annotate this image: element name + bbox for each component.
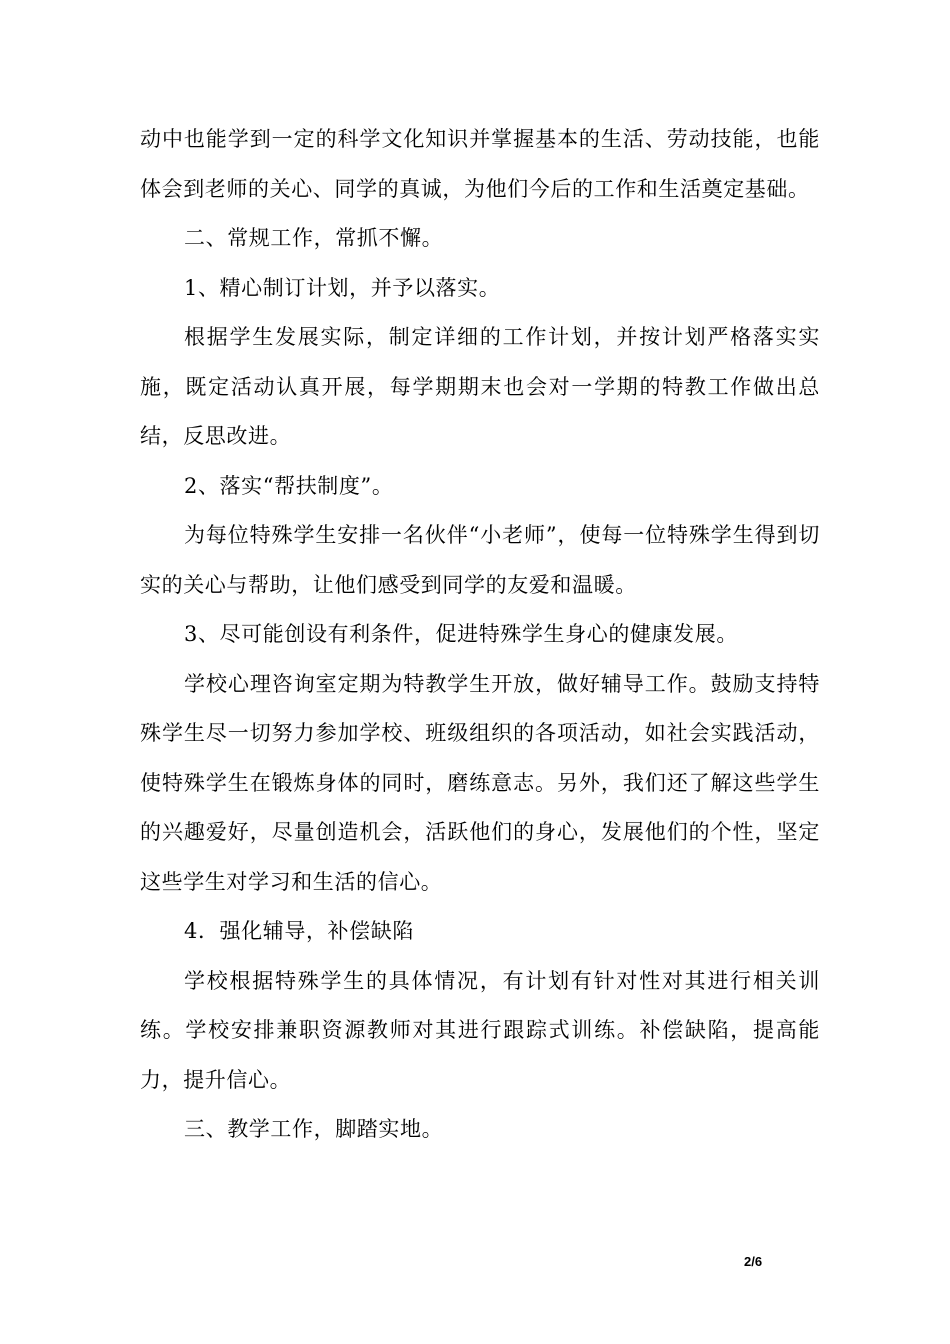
section-heading-routine-work: 二、常规工作，常抓不懈。 <box>184 226 444 250</box>
section-heading-teaching-work: 三、教学工作，脚踏实地。 <box>184 1117 444 1141</box>
subheading-tutoring: 4．强化辅导，补偿缺陷 <box>184 919 414 943</box>
paragraph-plan: 根据学生发展实际，制定详细的工作计划，并按计划严格落实实施，既定活动认真开展，每学期期末也会对一学期的特教工作做出总结，反思改进。 <box>140 325 820 448</box>
paragraph-conditions: 学校心理咨询室定期为特教学生开放，做好辅导工作。鼓励支持特殊学生尽一切努力参加学校、班级组织的各项活动，如社会实践活动，使特殊学生在锻炼身体的同时，磨练意志。另外，我们还了解这些学生的兴趣爱好，尽量创造机会，活跃他们的身心，发展他们的个性，坚定这些学生对学习和生活的信心。 <box>140 671 820 894</box>
paragraph-help-system: 为每位特殊学生安排一名伙伴“小老师”，使每一位特殊学生得到切实的关心与帮助，让他们感受到同学的友爱和温暖。 <box>140 523 820 597</box>
subheading-conditions: 3、尽可能创设有利条件，促进特殊学生身心的健康发展。 <box>184 622 738 646</box>
document-body <box>140 115 820 1155</box>
page-number: 2/6 <box>744 1254 763 1269</box>
subheading-help-system: 2、落实“帮扶制度”。 <box>184 473 394 498</box>
paragraph-continuation: 动中也能学到一定的科学文化知识并掌握基本的生活、劳动技能，也能体会到老师的关心、同学的真诚，为他们今后的工作和生活奠定基础。 <box>140 127 820 201</box>
paragraph-tutoring: 学校根据特殊学生的具体情况，有计划有针对性对其进行相关训练。学校安排兼职资源教师对其进行跟踪式训练。补偿缺陷，提高能力，提升信心。 <box>140 968 820 1092</box>
subheading-plan: 1、精心制订计划，并予以落实。 <box>184 275 501 300</box>
